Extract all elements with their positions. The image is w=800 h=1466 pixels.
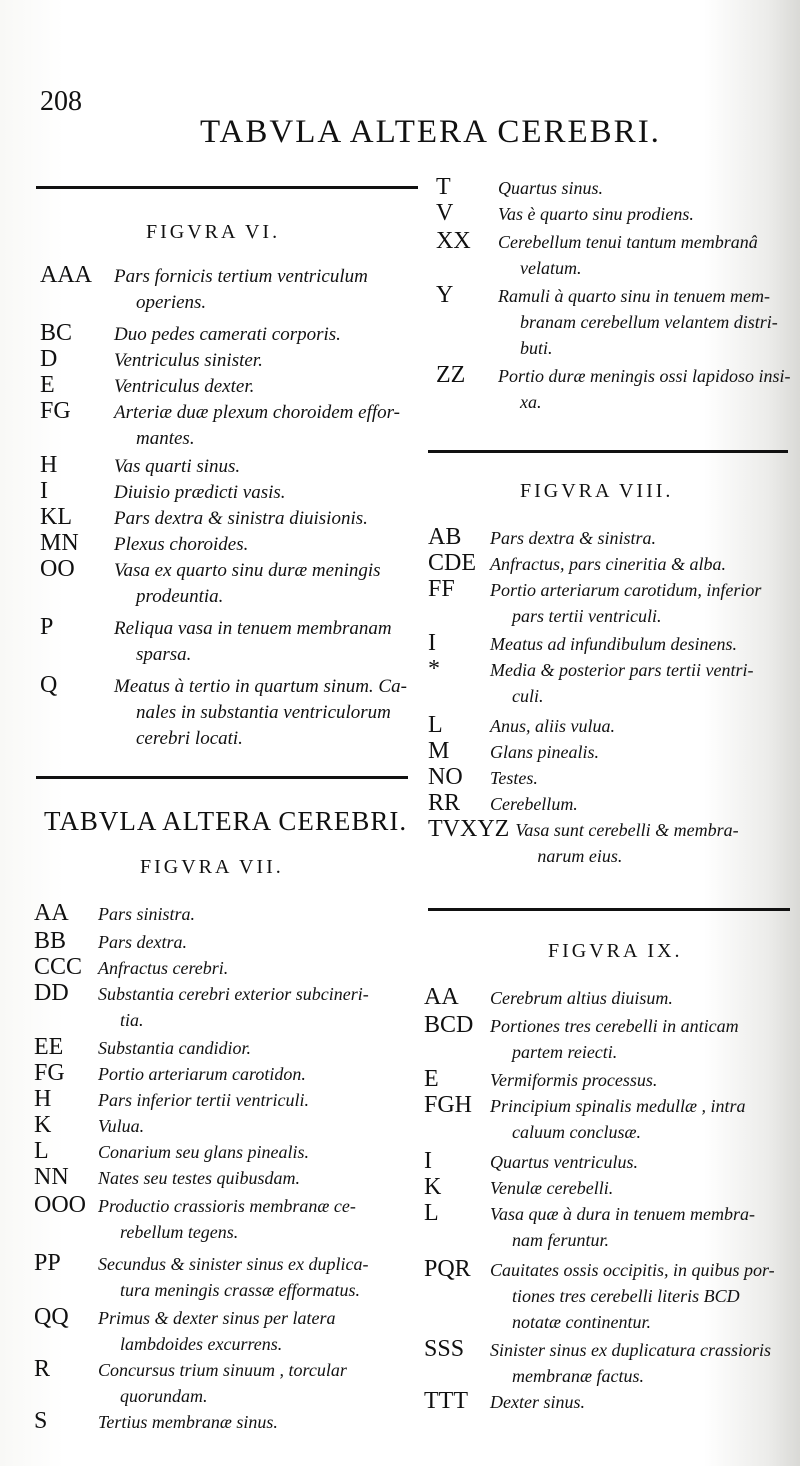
legend-description bbox=[114, 400, 400, 452]
legend-description bbox=[98, 1165, 300, 1191]
description-line: Concursus trium sinuum , torcular bbox=[98, 1360, 347, 1380]
legend-description bbox=[498, 283, 778, 361]
legend-description bbox=[98, 1251, 368, 1303]
legend-entry bbox=[40, 504, 368, 532]
legend-description bbox=[498, 175, 603, 201]
description-line: Quartus sinus. bbox=[498, 178, 604, 198]
description-line: Ramuli à quarto sinu in tenuem mem- bbox=[498, 286, 770, 306]
legend-key: TTT bbox=[424, 1388, 468, 1414]
rule-left-top bbox=[36, 186, 418, 189]
legend-entry bbox=[424, 1336, 771, 1389]
description-line: Principium spinalis medullæ , intra bbox=[490, 1096, 746, 1116]
legend-description bbox=[114, 506, 368, 532]
legend-entry bbox=[34, 928, 187, 955]
legend-key: SSS bbox=[424, 1336, 465, 1362]
description-line: Cauitates ossis occipitis, in quibus por- bbox=[490, 1260, 775, 1280]
description-line: Vas è quarto sinu prodiens. bbox=[498, 204, 694, 224]
legend-entry bbox=[40, 452, 240, 480]
legend-entry bbox=[424, 1256, 775, 1335]
legend-entry bbox=[428, 816, 739, 869]
legend-entry bbox=[40, 478, 286, 506]
description-line: Secundus & sinister sinus ex duplica- bbox=[98, 1254, 369, 1274]
legend-entry bbox=[34, 1164, 300, 1191]
description-line: buti. bbox=[520, 338, 553, 358]
legend-entry bbox=[34, 1304, 335, 1357]
description-line: partem reiecti. bbox=[512, 1042, 618, 1062]
legend-description bbox=[490, 713, 615, 739]
legend-key: L bbox=[424, 1200, 439, 1226]
rule-right-1 bbox=[428, 450, 788, 453]
legend-key: I bbox=[40, 478, 48, 504]
legend-entry bbox=[424, 1174, 613, 1201]
legend-entry bbox=[40, 262, 368, 316]
legend-key: AAA bbox=[40, 262, 92, 288]
description-line: Meatus à tertio in quartum sinum. Ca- bbox=[114, 676, 407, 697]
description-line: Cerebellum tenui tantum membranâ bbox=[498, 232, 758, 252]
description-line: Ventriculus sinister. bbox=[114, 350, 263, 371]
legend-key: Y bbox=[436, 282, 454, 308]
legend-entry bbox=[34, 900, 195, 927]
legend-description bbox=[114, 374, 254, 400]
legend-key: QQ bbox=[34, 1304, 69, 1330]
legend-entry bbox=[34, 1408, 278, 1435]
description-line: caluum conclusæ. bbox=[512, 1122, 641, 1142]
legend-entry bbox=[34, 1086, 309, 1113]
legend-description bbox=[114, 674, 407, 752]
description-line: Pars inferior tertii ventriculi. bbox=[98, 1090, 309, 1110]
legend-key: EE bbox=[34, 1034, 64, 1060]
description-line: branam cerebellum velantem distri- bbox=[520, 312, 778, 332]
legend-description bbox=[98, 1305, 335, 1357]
description-line: lambdoides excurrens. bbox=[120, 1334, 283, 1354]
description-line: Pars dextra & sinistra. bbox=[490, 528, 657, 548]
legend-description bbox=[490, 525, 656, 551]
legend-entry bbox=[34, 1356, 347, 1409]
legend-key: D bbox=[40, 346, 58, 372]
legend-description bbox=[490, 551, 726, 577]
legend-entry bbox=[424, 1200, 755, 1253]
legend-description bbox=[114, 348, 263, 374]
legend-description bbox=[98, 955, 228, 981]
description-line: Testes. bbox=[490, 768, 538, 788]
legend-entry bbox=[40, 398, 400, 452]
legend-entry bbox=[34, 954, 228, 981]
legend-entry bbox=[424, 1388, 585, 1415]
legend-key: CCC bbox=[34, 954, 83, 980]
legend-description bbox=[490, 985, 673, 1011]
description-line: membranæ factus. bbox=[512, 1366, 644, 1386]
description-line: sparsa. bbox=[136, 644, 192, 665]
legend-description bbox=[490, 1201, 755, 1253]
description-line: Productio crassioris membranæ ce- bbox=[98, 1196, 356, 1216]
description-line: culi. bbox=[512, 686, 544, 706]
legend-entry bbox=[34, 1112, 144, 1139]
legend-description bbox=[498, 201, 694, 227]
legend-entry bbox=[428, 576, 761, 629]
legend-description bbox=[98, 1357, 347, 1409]
legend-entry bbox=[436, 174, 603, 201]
legend-entry bbox=[40, 614, 392, 668]
legend-key: L bbox=[428, 712, 443, 738]
description-line: Pars dextra & sinistra diuisionis. bbox=[114, 508, 368, 529]
legend-description bbox=[498, 229, 758, 281]
description-line: tura meningis crassæ efformatus. bbox=[120, 1280, 361, 1300]
description-line: Tertius membranæ sinus. bbox=[98, 1412, 278, 1432]
figura-ix-title: FIGVRA IX. bbox=[548, 940, 683, 962]
description-line: Glans pinealis. bbox=[490, 742, 600, 762]
legend-description bbox=[498, 363, 791, 415]
legend-description bbox=[98, 929, 187, 955]
description-line: Vas quarti sinus. bbox=[114, 456, 241, 477]
legend-key: XX bbox=[436, 228, 471, 254]
legend-description bbox=[114, 558, 381, 610]
legend-description bbox=[98, 1409, 278, 1435]
legend-entry bbox=[428, 656, 753, 709]
description-line: mantes. bbox=[136, 428, 195, 449]
legend-entry bbox=[428, 524, 656, 551]
legend-description bbox=[490, 1389, 585, 1415]
legend-description bbox=[490, 1149, 638, 1175]
description-line: Dexter sinus. bbox=[490, 1392, 585, 1412]
description-line: Anfractus cerebri. bbox=[98, 958, 229, 978]
legend-entry bbox=[40, 372, 254, 400]
description-line: nam feruntur. bbox=[512, 1230, 610, 1250]
legend-description bbox=[490, 657, 753, 709]
legend-key: FG bbox=[34, 1060, 65, 1086]
description-line: Portio duræ meningis ossi lapidoso insi- bbox=[498, 366, 791, 386]
legend-entry bbox=[34, 1138, 309, 1165]
legend-key: FF bbox=[428, 576, 455, 602]
legend-key: AA bbox=[424, 984, 459, 1010]
legend-description bbox=[490, 765, 538, 791]
legend-key: T bbox=[436, 174, 451, 200]
description-line: Duo pedes camerati corporis. bbox=[114, 324, 341, 345]
legend-description bbox=[98, 1113, 144, 1139]
description-line: Substantia candidior. bbox=[98, 1038, 252, 1058]
legend-entry bbox=[428, 550, 726, 577]
description-line: Cerebrum altius diuisum. bbox=[490, 988, 673, 1008]
legend-key: S bbox=[34, 1408, 48, 1434]
description-line: nales in substantia ventriculorum bbox=[136, 702, 391, 723]
description-line: Substantia cerebri exterior subcineri- bbox=[98, 984, 369, 1004]
legend-description bbox=[515, 817, 738, 869]
legend-key: V bbox=[436, 200, 454, 226]
legend-entry bbox=[428, 712, 615, 739]
legend-description bbox=[490, 577, 761, 629]
description-line: pars tertii ventriculi. bbox=[512, 606, 662, 626]
legend-description bbox=[98, 1193, 356, 1245]
legend-key: M bbox=[428, 738, 450, 764]
description-line: Plexus choroides. bbox=[114, 534, 249, 555]
description-line: velatum. bbox=[520, 258, 582, 278]
legend-entry bbox=[436, 200, 694, 227]
legend-key: AB bbox=[428, 524, 462, 550]
description-line: Vasa ex quarto sinu duræ meningis bbox=[114, 560, 381, 581]
legend-description bbox=[490, 1013, 739, 1065]
description-line: quorundam. bbox=[120, 1386, 208, 1406]
legend-description bbox=[98, 1035, 251, 1061]
legend-key: BB bbox=[34, 928, 67, 954]
description-line: cerebri locati. bbox=[136, 728, 243, 749]
legend-entry bbox=[34, 1034, 251, 1061]
legend-description bbox=[490, 1175, 613, 1201]
legend-entry bbox=[436, 282, 778, 361]
legend-key: PQR bbox=[424, 1256, 471, 1282]
legend-key: H bbox=[34, 1086, 52, 1112]
description-line: Vulua. bbox=[98, 1116, 145, 1136]
description-line: Meatus ad infundibulum desinens. bbox=[490, 634, 737, 654]
legend-key: OOO bbox=[34, 1192, 86, 1218]
legend-key: TVXYZ bbox=[428, 816, 510, 842]
description-line: Cerebellum. bbox=[490, 794, 578, 814]
legend-key: H bbox=[40, 452, 58, 478]
description-line: Pars fornicis tertium ventriculum bbox=[114, 266, 368, 287]
legend-entry bbox=[40, 556, 381, 610]
legend-key: R bbox=[34, 1356, 51, 1382]
legend-entry bbox=[424, 1148, 638, 1175]
description-line: rebellum tegens. bbox=[120, 1222, 239, 1242]
legend-key: RR bbox=[428, 790, 461, 816]
legend-key: P bbox=[40, 614, 54, 640]
legend-key: K bbox=[424, 1174, 442, 1200]
legend-entry bbox=[436, 362, 791, 415]
legend-entry bbox=[428, 764, 538, 791]
legend-key: CDE bbox=[428, 550, 476, 576]
rule-left-mid bbox=[36, 776, 408, 779]
legend-entry bbox=[428, 790, 578, 817]
legend-entry bbox=[40, 530, 248, 558]
description-line: Vermiformis processus. bbox=[490, 1070, 658, 1090]
legend-key: BC bbox=[40, 320, 73, 346]
legend-key: MN bbox=[40, 530, 79, 556]
description-line: Media & posterior pars tertii ventri- bbox=[490, 660, 754, 680]
legend-key: I bbox=[424, 1148, 432, 1174]
legend-description bbox=[490, 1093, 746, 1145]
legend-description bbox=[490, 791, 578, 817]
legend-key: FGH bbox=[424, 1092, 473, 1118]
description-line: Venulæ cerebelli. bbox=[490, 1178, 614, 1198]
description-line: Vasa quæ à dura in tenuem membra- bbox=[490, 1204, 755, 1224]
running-head: TABVLA ALTERA CEREBRI. bbox=[200, 114, 661, 150]
legend-key: BCD bbox=[424, 1012, 474, 1038]
legend-key: E bbox=[424, 1066, 439, 1092]
figura-vi-title: FIGVRA VI. bbox=[146, 221, 281, 243]
legend-key: AA bbox=[34, 900, 69, 926]
legend-entry bbox=[34, 1250, 368, 1303]
figura-vii-title: FIGVRA VII. bbox=[140, 856, 284, 878]
legend-entry bbox=[40, 672, 407, 752]
description-line: narum eius. bbox=[537, 846, 623, 866]
legend-description bbox=[114, 322, 341, 348]
description-line: Portio arteriarum carotidum, inferior bbox=[490, 580, 762, 600]
legend-entry bbox=[428, 738, 599, 765]
legend-entry bbox=[34, 1192, 356, 1245]
description-line: Pars dextra. bbox=[98, 932, 187, 952]
legend-key: NO bbox=[428, 764, 463, 790]
description-line: prodeuntia. bbox=[136, 586, 224, 607]
description-line: tiones tres cerebelli literis BCD bbox=[512, 1286, 740, 1306]
description-line: Primus & dexter sinus per latera bbox=[98, 1308, 336, 1328]
section-title: TABVLA ALTERA CEREBRI. bbox=[44, 806, 408, 836]
description-line: Vasa sunt cerebelli & membra- bbox=[515, 820, 739, 840]
legend-description bbox=[114, 532, 248, 558]
legend-key: ZZ bbox=[436, 362, 466, 388]
description-line: Anfractus, pars cineritia & alba. bbox=[490, 554, 726, 574]
legend-description bbox=[98, 901, 195, 927]
legend-key: FG bbox=[40, 398, 71, 424]
description-line: Pars sinistra. bbox=[98, 904, 196, 924]
description-line: Portiones tres cerebelli in anticam bbox=[490, 1016, 739, 1036]
description-line: Arteriæ duæ plexum choroidem effor- bbox=[114, 402, 400, 423]
description-line: Portio arteriarum carotidon. bbox=[98, 1064, 306, 1084]
description-line: Anus, aliis vulua. bbox=[490, 716, 615, 736]
legend-entry bbox=[436, 228, 758, 281]
page-number: 208 bbox=[40, 86, 82, 117]
legend-description bbox=[98, 1061, 306, 1087]
legend-key: PP bbox=[34, 1250, 61, 1276]
legend-description bbox=[98, 981, 369, 1033]
legend-entry bbox=[34, 1060, 306, 1087]
legend-entry bbox=[40, 320, 341, 348]
legend-description bbox=[490, 1067, 657, 1093]
legend-description bbox=[490, 1257, 775, 1335]
description-line: Sinister sinus ex duplicatura crassioris bbox=[490, 1340, 772, 1360]
figura-viii-title: FIGVRA VIII. bbox=[520, 480, 674, 502]
description-line: xa. bbox=[520, 392, 542, 412]
legend-key: KL bbox=[40, 504, 72, 530]
legend-description bbox=[114, 480, 286, 506]
legend-key: NN bbox=[34, 1164, 69, 1190]
description-line: Conarium seu glans pinealis. bbox=[98, 1142, 310, 1162]
legend-entry bbox=[424, 1092, 746, 1145]
legend-description bbox=[490, 1337, 771, 1389]
legend-entry bbox=[424, 1066, 657, 1093]
legend-description bbox=[98, 1139, 309, 1165]
legend-key: Q bbox=[40, 672, 58, 698]
description-line: Diuisio prædicti vasis. bbox=[114, 482, 286, 503]
legend-key: DD bbox=[34, 980, 69, 1006]
legend-description bbox=[490, 631, 737, 657]
description-line: Quartus ventriculus. bbox=[490, 1152, 638, 1172]
legend-description bbox=[114, 454, 240, 480]
legend-entry bbox=[428, 630, 737, 657]
legend-key: E bbox=[40, 372, 55, 398]
rule-right-2 bbox=[428, 908, 790, 911]
legend-entry bbox=[424, 1012, 739, 1065]
legend-key: * bbox=[428, 656, 440, 682]
legend-key: OO bbox=[40, 556, 75, 582]
legend-key: I bbox=[428, 630, 436, 656]
legend-description bbox=[490, 739, 599, 765]
description-line: Nates seu testes quibusdam. bbox=[98, 1168, 300, 1188]
legend-entry bbox=[424, 984, 673, 1011]
description-line: tia. bbox=[120, 1010, 144, 1030]
description-line: Reliqua vasa in tenuem membranam bbox=[114, 618, 392, 639]
legend-entry bbox=[40, 346, 263, 374]
legend-entry bbox=[34, 980, 369, 1033]
legend-key: K bbox=[34, 1112, 52, 1138]
legend-description bbox=[98, 1087, 309, 1113]
legend-description bbox=[114, 616, 392, 668]
description-line: notatæ continentur. bbox=[512, 1312, 651, 1332]
description-line: Ventriculus dexter. bbox=[114, 376, 255, 397]
legend-description bbox=[114, 264, 368, 316]
description-line: operiens. bbox=[136, 292, 207, 313]
legend-key: L bbox=[34, 1138, 49, 1164]
